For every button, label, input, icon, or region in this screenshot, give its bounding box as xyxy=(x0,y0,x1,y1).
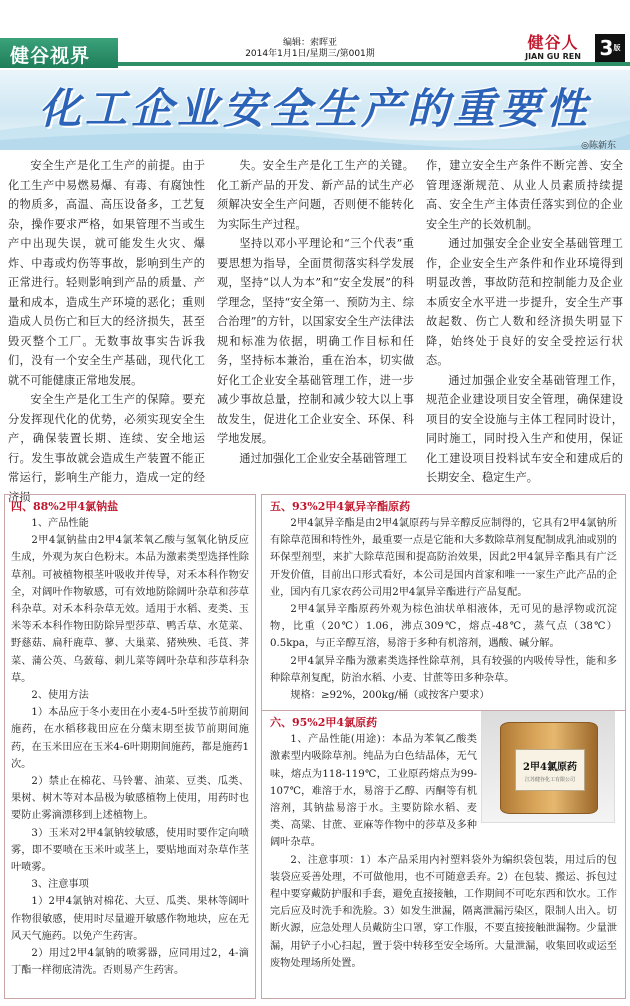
article-title: 化工企业安全生产的重要性 xyxy=(38,84,591,133)
product-text-5 xyxy=(270,515,617,704)
article-column-3 xyxy=(426,156,623,488)
section-tab xyxy=(0,38,118,68)
product-box-88 xyxy=(4,494,256,999)
subheading: 3、注意事项 xyxy=(31,879,89,891)
paragraph: 1、产品性能(用途)：本品为苯氧乙酸类激素型内吸除草剂。纯品为白色结晶体，无气味，熔点为118-119℃，工业原药熔点为99-107℃，难溶于水，易溶于乙醇、丙酮等有机溶剂，其钠盐易溶于水。主要防除水稻、麦类、高粱、甘蔗、亚麻等作物中的莎草及多种阔叶杂草。 xyxy=(270,734,477,849)
page-suffix: 版 xyxy=(613,44,621,52)
drum-label xyxy=(515,749,585,791)
article-column-2 xyxy=(217,156,414,468)
section-title-6: 六、95%2甲4氯原药 xyxy=(270,716,378,730)
section-title: 健谷视界 xyxy=(10,45,91,67)
subheading: 1、产品性能 xyxy=(31,518,89,529)
drum-image xyxy=(500,722,598,814)
product-text xyxy=(11,515,249,979)
brand-en: JIAN GU REN xyxy=(525,52,581,61)
editor-line: 编辑：索晖亚 xyxy=(282,38,337,48)
header-rule xyxy=(118,62,630,66)
issue-info xyxy=(200,38,420,60)
product-photo xyxy=(481,711,615,823)
paragraph: 2）禁止在棉花、马铃薯、油菜、豆类、瓜类、果树、树木等对本品极为敏感植物上使用，用药时也要防止雾滴漂移到上述植物上。 xyxy=(11,776,249,822)
article-author: ◎陈新东 xyxy=(581,141,616,151)
paragraph: 坚持以邓小平理论和“三个代表”重要思想为指导，全面贯彻落实科学发展观，坚持“以人为本”和“安全发展”的科学理念，坚持“安全第一、预防为主、综合治理”的方针，以国家安全生产法律法规和标准为依据，明确工作目标和任务，坚持标本兼治，重在治本，切实做好化工企业安全基础管理工作，进一步减少事故总量，控制和减少较大以上事故发生，促进化工企业安全、环保、科学地发展。 xyxy=(217,237,414,445)
paragraph: 通过加强安全企业安全基础管理工作，企业安全生产条件和作业环境得到明显改善，事故防范和控制能力及企业本质安全水平进一步提升，安全生产事故起数、伤亡人数和经济损失明显下降，始终处于良好的安全受控运行状态。 xyxy=(426,237,623,367)
paragraph: 2甲4氯异辛酯为激素类选择性除草剂，具有较强的内吸传导性，能和多种除草剂复配，防治水稻、小麦、甘蔗等田多种杂草。 xyxy=(270,655,617,684)
product-box-93-95 xyxy=(261,494,626,999)
paragraph: 通过加强化工企业安全基础管理工 xyxy=(239,451,408,465)
title-banner xyxy=(0,70,630,150)
brand-cn: 健谷人 xyxy=(527,33,579,52)
brand-logo xyxy=(514,34,592,61)
section-title-5: 五、93%2甲4氯异辛酯原药 xyxy=(270,500,411,513)
paragraph: 2甲4氯钠盐由2甲4氯苯氧乙酸与氢氧化钠反应生成，外观为灰白色粉末。本品为激素类型选择性除草剂。可被植物根茎叶吸收并传导，对禾本科作物安全，对阔叶作物敏感，可有效地防除阔叶杂草和莎草科杂草。对禾本科杂草无效。适用于水稻、麦类、玉米等禾本科作物田防除异型莎草、鸭舌草、水苋菜、野慈菇、扁秆鹿草、蓼、大巢菜、猪殃殃、毛茛、荠菜、蒲公英、乌蔹莓、刺儿菜等阔叶杂草和莎草科杂草。 xyxy=(11,535,249,684)
page-header xyxy=(0,0,630,68)
article-column-1 xyxy=(8,156,205,507)
paragraph: 1）本品应于冬小麦田在小麦4-5叶至拔节前期间施药，在水稻移栽田应在分蘖末期至拔节前期间施药，在玉米田应在玉米4-6叶期期间施药，都是施药1次。 xyxy=(11,707,249,770)
drum-label-text: 2甲4氯原药 xyxy=(523,762,577,773)
paragraph: 1）2甲4氯钠对棉花、大豆、瓜类、果林等阔叶作物很敏感，使用时尽量避开敏感作物地块，应在无风天气施药。以免产生药害。 xyxy=(11,896,249,942)
paragraph: 作，建立安全生产条件不断完善、安全管理逐渐规范、从业人员素质持续提高、安全生产主体责任落实到位的企业安全生产的长效机制。 xyxy=(426,159,623,231)
paragraph: 3）玉米对2甲4氯钠较敏感，使用时要作定向喷雾，即不要喷在玉米叶或茎上，要贴地面对杂草作茎叶喷雾。 xyxy=(11,827,249,874)
paragraph: 2、注意事项：1）本产品采用内衬塑料袋外为编织袋包装，用过后的包装袋应妥善处理，不可做他用，也不可随意丢弃。2）在包装、搬运、拆包过程中要穿戴防护服和手套，避免直接接触，工作期间不可吃东西和饮水。工作完后应及时洗手和洗脸。3）如发生泄漏，隔离泄漏污染区，限制人出入。切断火源，应急处理人员戴防尘口罩，穿工作服，不要直接接触泄漏物。少量泄漏，用铲子小心扫起，置于袋中转移至安全场所。大量泄漏，收集回收或运至废物处理场所处置。 xyxy=(270,854,617,969)
paragraph: 规格：≥92%，200kg/桶（或按客户要求） xyxy=(290,690,490,702)
drum-label-company: 江苏健谷化工有限公司 xyxy=(524,777,575,783)
paragraph: 2甲4氯异辛酯是由2甲4氯原药与异辛醇反应制得的，它具有2甲4氯钠所有除草范围和特性外，最重要一点是它能和大多数除草剂复配制成乳油或别的环保型剂型，来扩大除草范围和提高防治效果，因此2甲4氯异辛酯具有广泛开发价值，目前出口形式看好，本公司是国内首家和唯一一家生产此产品的企业，国内有几家农药公司用2甲4氯异辛酯进行产品复配。 xyxy=(270,518,617,598)
subheading: 2、使用方法 xyxy=(31,690,89,702)
date-line: 2014年1月1日/星期三/第001期 xyxy=(245,49,375,59)
paragraph: 2）用过2甲4氯钠的喷雾器，应同用过2，4-滴丁酯一样彻底清洗。否则易产生药害。 xyxy=(11,948,249,977)
section-title-4: 四、88%2甲4氯钠盐 xyxy=(11,500,119,513)
paragraph: 通过加强企业安全基础管理工作，规范企业建设项目安全管理，确保建设项目的安全设施与主体工程同时设计，同时施工，同时投入生产和使用，保证化工建设项目投料试车安全和建成后的长期安全、稳定生产。 xyxy=(426,373,623,484)
paragraph: 安全生产是化工生产的前提。由于化工生产中易燃易爆、有毒、有腐蚀性的物质多，高温、高压设备多，工艺复杂，操作要求严格，如果管理不当或生产中出现失误，就可能发生火灾、爆炸、中毒或灼伤等事故，影响到生产的正常进行。轻则影响到产品的质量、产量和成本，造成生产环境的恶化；重则造成人员伤亡和巨大的经济损失，甚至毁灭整个工厂。无数事故事实告诉我们，没有一个安全生产基础，现代化工就不可能健康正常地发展。 xyxy=(8,159,205,387)
paragraph: 安全生产是化工生产的保障。要充分发挥现代化的优势，必须实现安全生产，确保装置长期、连续、安全地运行。发生事故就会造成生产装置不能正常运行，影响生产能力，造成一定的经济损 xyxy=(8,393,205,504)
paragraph: 失。安全生产是化工生产的关键。化工新产品的开发、新产品的试生产必须解决安全生产问题，否则便不能转化为实际生产过程。 xyxy=(217,159,414,231)
page-number xyxy=(595,34,625,62)
page-number-digit: 3 xyxy=(599,36,614,60)
paragraph: 2甲4氯异辛酯原药外观为棕色油状单相液体，无可见的悬浮物或沉淀物，比重（20℃）1.06，沸点309℃，熔点-48℃，蒸气点（38℃）0.5kpa，与正辛醇互溶，易溶于多种有机溶剂，遇酸、碱分解。 xyxy=(270,604,617,650)
